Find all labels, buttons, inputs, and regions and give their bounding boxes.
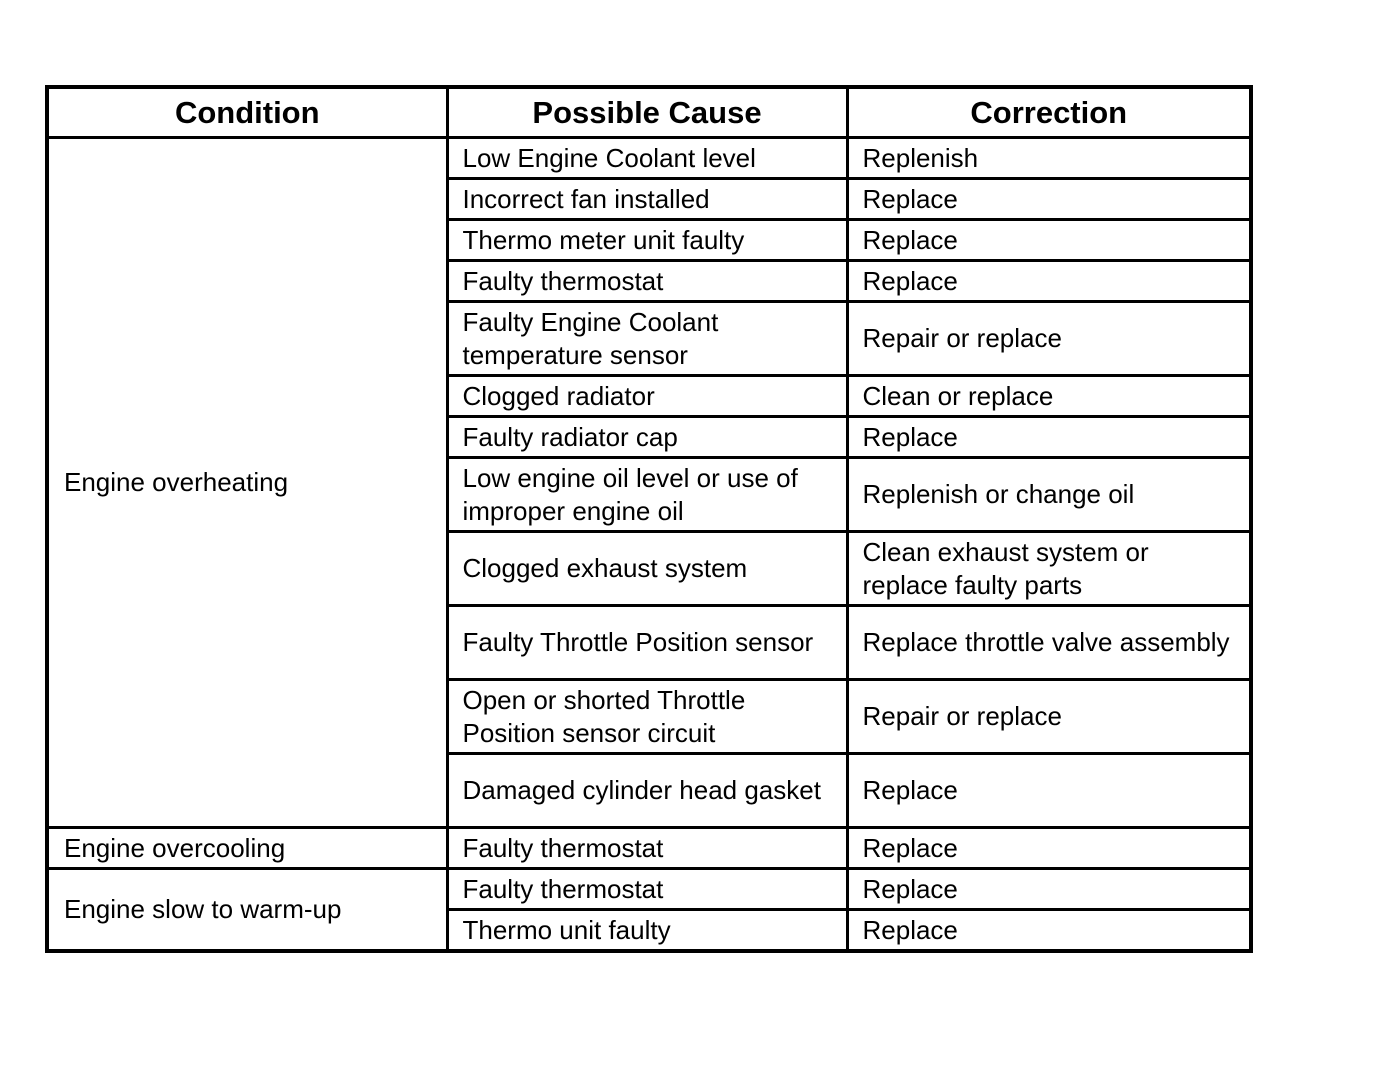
correction-cell: Clean exhaust system or replace faulty parts [847, 532, 1251, 606]
correction-cell: Replace [847, 754, 1251, 828]
correction-cell: Repair or replace [847, 680, 1251, 754]
correction-cell: Replace [847, 828, 1251, 869]
correction-cell: Replace [847, 869, 1251, 910]
correction-cell: Replenish or change oil [847, 458, 1251, 532]
correction-cell: Replace [847, 179, 1251, 220]
header-possible-cause: Possible Cause [447, 87, 847, 138]
header-correction: Correction [847, 87, 1251, 138]
cause-cell: Faulty radiator cap [447, 417, 847, 458]
condition-cell: Engine slow to warm-up [47, 869, 447, 952]
header-condition: Condition [47, 87, 447, 138]
cause-cell: Open or shorted Throttle Position sensor circuit [447, 680, 847, 754]
correction-cell: Replenish [847, 138, 1251, 179]
troubleshooting-table-wrapper [45, 85, 1253, 953]
correction-cell: Replace throttle valve assembly [847, 606, 1251, 680]
cause-cell: Faulty Engine Coolant temperature sensor [447, 302, 847, 376]
correction-cell: Replace [847, 910, 1251, 952]
cause-cell: Thermo meter unit faulty [447, 220, 847, 261]
correction-cell: Replace [847, 261, 1251, 302]
condition-cell: Engine overheating [47, 138, 447, 828]
table-row [47, 869, 1251, 910]
cause-cell: Low engine oil level or use of improper engine oil [447, 458, 847, 532]
cause-cell: Low Engine Coolant level [447, 138, 847, 179]
cause-cell: Incorrect fan installed [447, 179, 847, 220]
cause-cell: Faulty Throttle Position sensor [447, 606, 847, 680]
troubleshooting-table [45, 85, 1253, 953]
header-row [47, 87, 1251, 138]
table-row [47, 138, 1251, 179]
cause-cell: Thermo unit faulty [447, 910, 847, 952]
correction-cell: Clean or replace [847, 376, 1251, 417]
correction-cell: Repair or replace [847, 302, 1251, 376]
cause-cell: Clogged exhaust system [447, 532, 847, 606]
table-row [47, 828, 1251, 869]
cause-cell: Faulty thermostat [447, 828, 847, 869]
correction-cell: Replace [847, 417, 1251, 458]
condition-cell: Engine overcooling [47, 828, 447, 869]
cause-cell: Damaged cylinder head gasket [447, 754, 847, 828]
cause-cell: Faulty thermostat [447, 261, 847, 302]
cause-cell: Faulty thermostat [447, 869, 847, 910]
cause-cell: Clogged radiator [447, 376, 847, 417]
correction-cell: Replace [847, 220, 1251, 261]
